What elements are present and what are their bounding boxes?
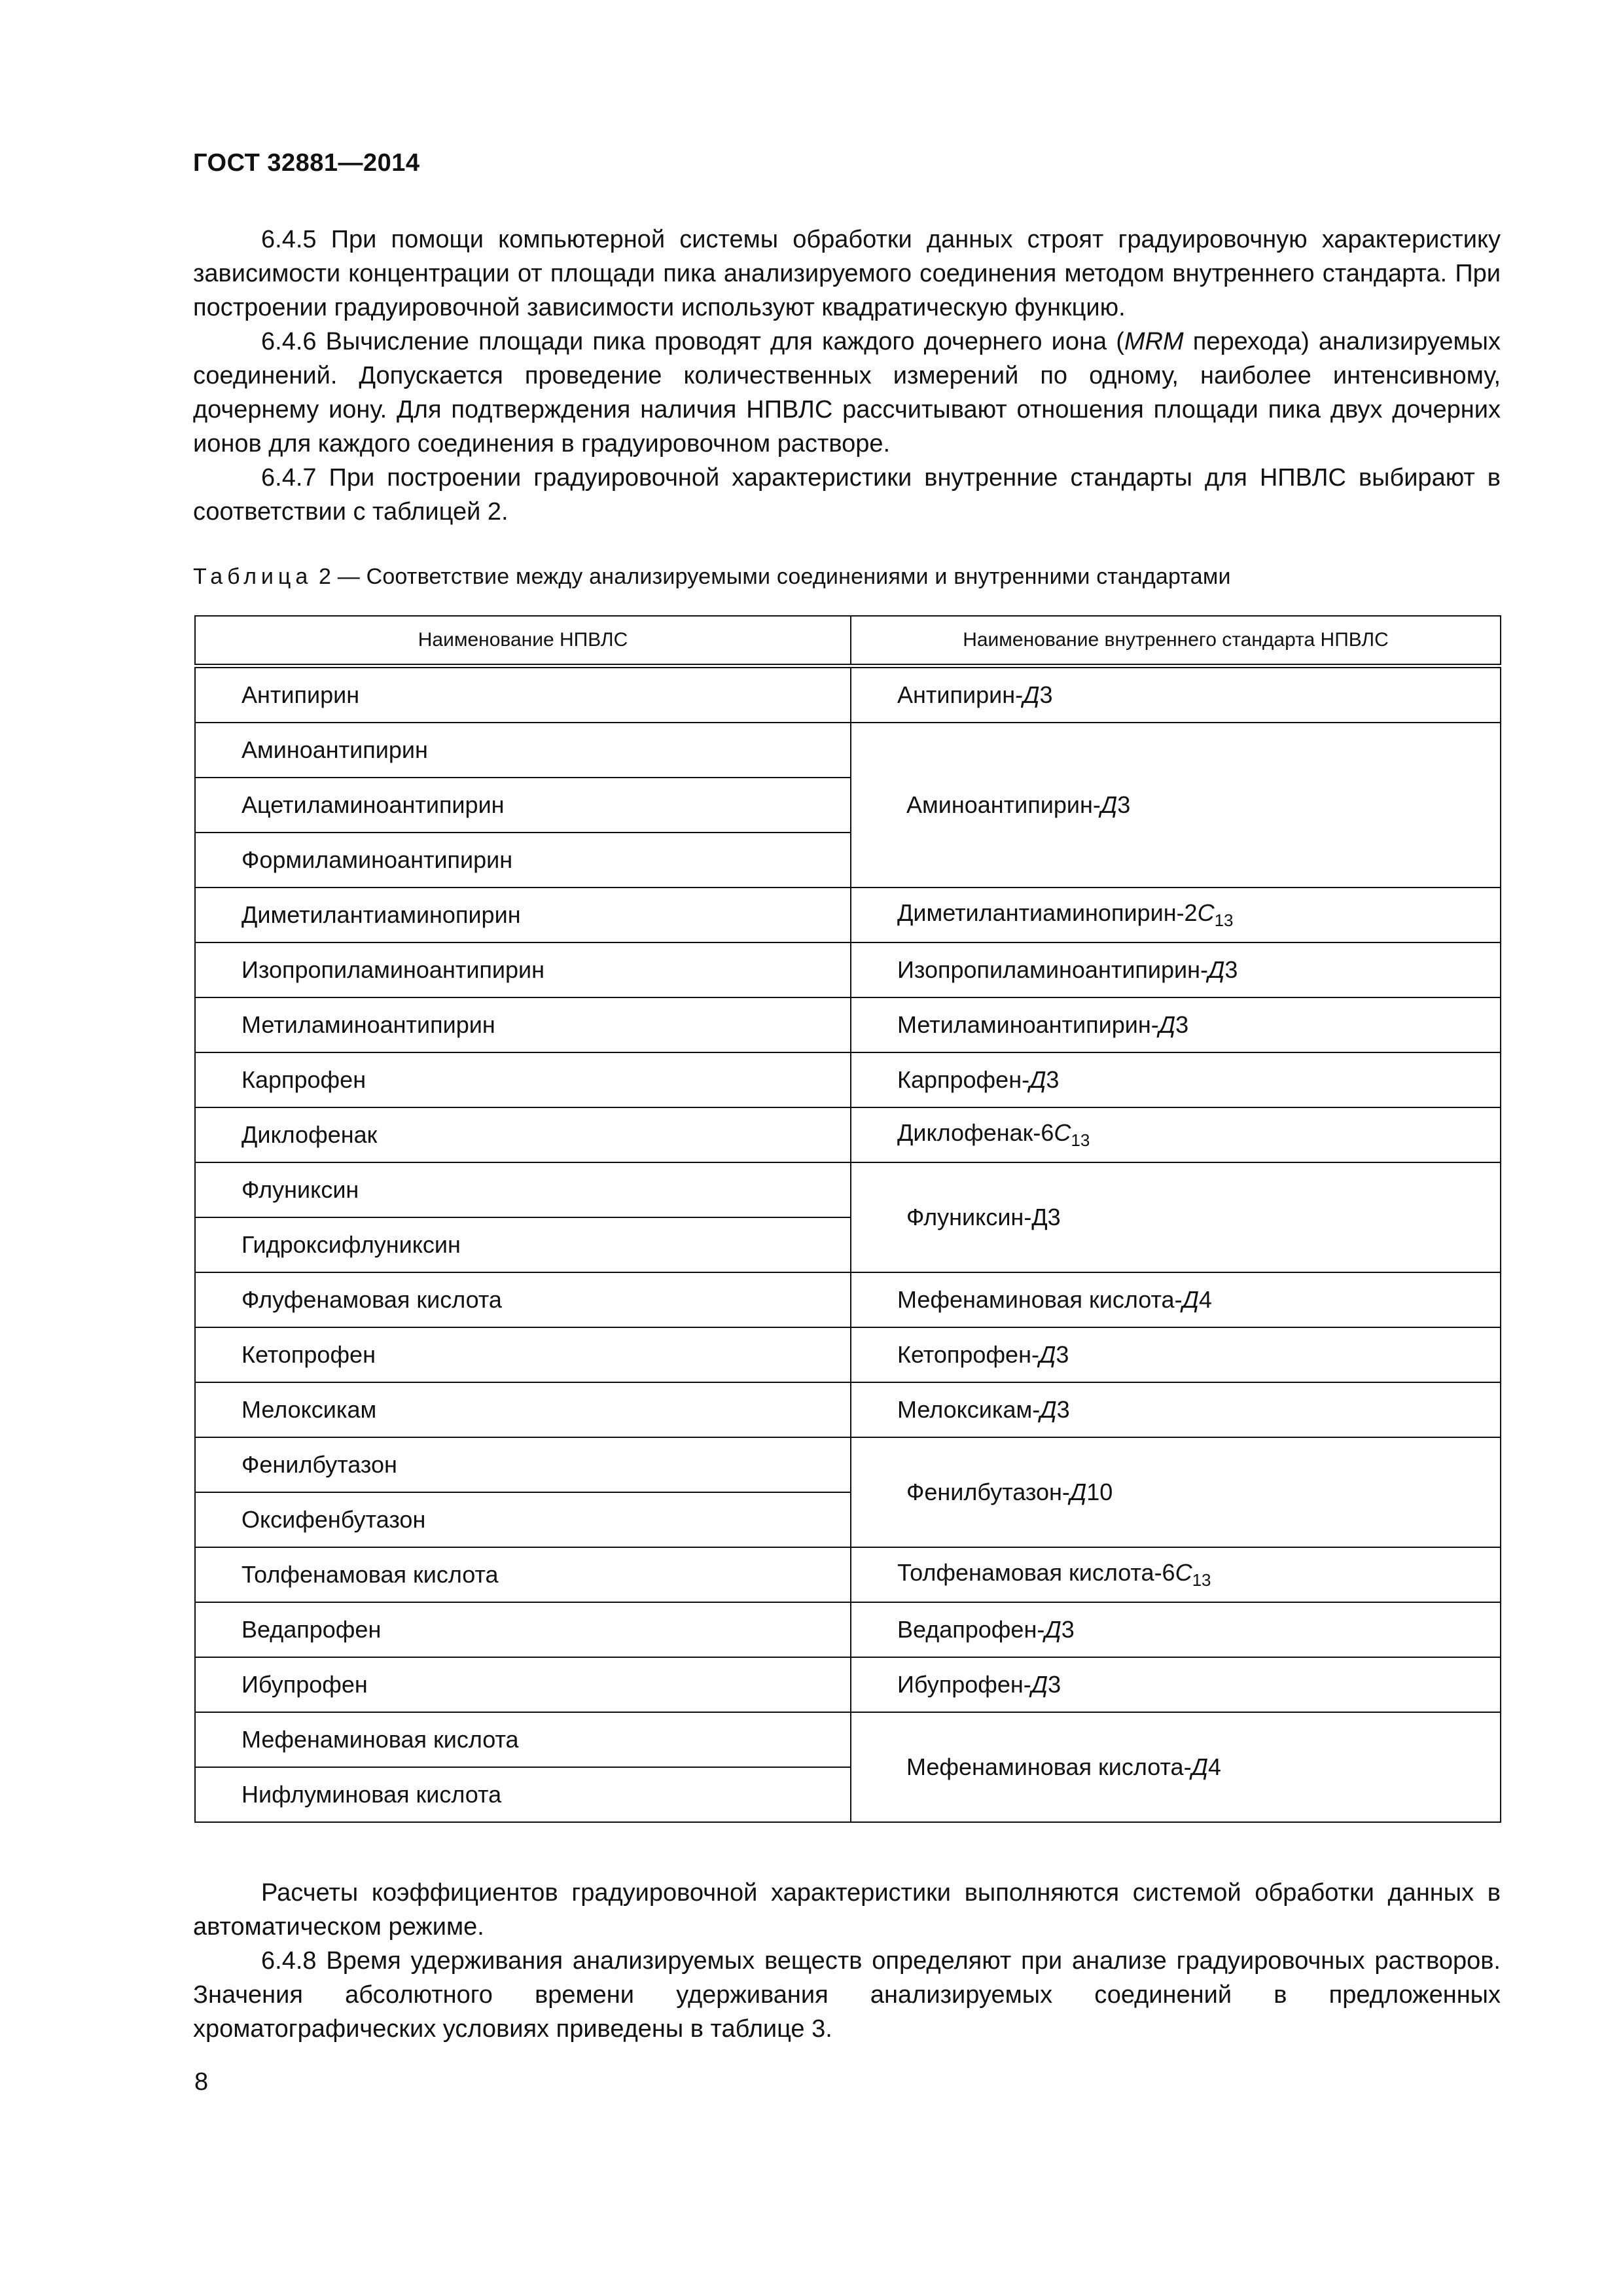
document-header: ГОСТ 32881—2014 (193, 149, 420, 177)
cell-nsaid-name: Нифлуминовая кислота (195, 1767, 851, 1822)
standard-label-suffix: 3 (1056, 1396, 1070, 1423)
paragraph-calc-note: Расчеты коэффициентов градуировочной характеристики выполняются системой обработки данных в автоматическом режиме. (193, 1879, 1501, 1941)
cell-nsaid-name: Изопропиламиноантипирин (195, 942, 851, 997)
standard-name-base: Флуниксин-Д3 (906, 1204, 1061, 1230)
cell-internal-standard (851, 723, 1501, 888)
standard-label-italic: Д (1158, 1011, 1176, 1038)
paragraph-6-4-8: 6.4.8 Время удерживания анализируемых веществ определяют при анализе градуировочных растворов. Значения абсолютного времени удерживания анализируемых соединений в предложенных хроматографических условиях приведены в таблице 3. (193, 1947, 1501, 2043)
standard-label-italic: Д (1100, 791, 1118, 818)
standard-label-suffix: 3 (1048, 1671, 1061, 1698)
table-row (195, 1107, 1501, 1162)
cell-nsaid-name: Фенилбутазон (195, 1437, 851, 1492)
standard-label-italic: Д (1023, 681, 1040, 708)
cell-internal-standard (851, 1602, 1501, 1657)
standard-name-base: Мефенаминовая кислота- (906, 1753, 1192, 1780)
standard-label-suffix: 3 (1224, 956, 1238, 983)
cell-nsaid-name: Диклофенак (195, 1107, 851, 1162)
standard-name-base: Толфенамовая кислота-6 (897, 1559, 1175, 1586)
isotope-subscript: 13 (1192, 1570, 1211, 1590)
standard-label-suffix: 3 (1039, 681, 1053, 708)
isotope-subscript: 13 (1214, 910, 1234, 930)
standard-name-base: Фенилбутазон- (906, 1479, 1070, 1505)
standard-name-base: Метиламиноантипирин- (897, 1011, 1159, 1038)
table-row (195, 1327, 1501, 1382)
cell-nsaid-name: Антипирин (195, 666, 851, 723)
cell-internal-standard (851, 1327, 1501, 1382)
table-row (195, 1272, 1501, 1327)
standards-table (194, 615, 1501, 1823)
standard-name-base: Аминоантипирин- (906, 791, 1101, 818)
standard-label-italic: Д (1039, 1341, 1056, 1368)
cell-nsaid-name: Мелоксикам (195, 1382, 851, 1437)
standard-name-base: Диметилантиаминопирин-2 (897, 899, 1198, 926)
standard-label-suffix: 4 (1207, 1753, 1221, 1780)
table-row (195, 942, 1501, 997)
standard-label-italic: C (1197, 899, 1215, 926)
cell-nsaid-name: Ибупрофен (195, 1657, 851, 1712)
cell-internal-standard (851, 1382, 1501, 1437)
standard-label-suffix: 3 (1061, 1616, 1075, 1643)
paragraph-6-4-6-part1: 6.4.6 Вычисление площади пика проводят для каждого дочернего иона ( (261, 328, 1124, 355)
cell-internal-standard (851, 1547, 1501, 1602)
table-row (195, 1657, 1501, 1712)
col-header-nsaid: Наименование НПВЛС (195, 616, 851, 666)
standard-name-base: Мефенаминовая кислота- (897, 1286, 1183, 1313)
cell-internal-standard (851, 1437, 1501, 1547)
cell-nsaid-name: Ацетиламиноантипирин (195, 778, 851, 833)
table-row (195, 1052, 1501, 1107)
cell-internal-standard (851, 666, 1501, 723)
table-row (195, 997, 1501, 1052)
standard-label-italic: Д (1208, 956, 1225, 983)
table-row (195, 723, 1501, 778)
standard-label-italic: C (1054, 1119, 1071, 1146)
table-row (195, 1712, 1501, 1767)
standard-name-base: Ведапрофен- (897, 1616, 1045, 1643)
standard-label-italic: Д (1191, 1753, 1208, 1780)
table-row (195, 1547, 1501, 1602)
table-row (195, 666, 1501, 723)
standard-name-base: Кетопрофен- (897, 1341, 1039, 1368)
table-caption (193, 564, 1231, 590)
table-row (195, 1382, 1501, 1437)
table-row (195, 1162, 1501, 1217)
cell-nsaid-name: Оксифенбутазон (195, 1492, 851, 1547)
table-row (195, 888, 1501, 942)
table-caption-text: — Соответствие между анализируемыми соединениями и внутренними стандартами (331, 564, 1231, 589)
standard-label-suffix: 3 (1175, 1011, 1189, 1038)
table-header-row (195, 616, 1501, 666)
cell-nsaid-name: Метиламиноантипирин (195, 997, 851, 1052)
cell-internal-standard (851, 1107, 1501, 1162)
standard-name-base: Изопропиламиноантипирин- (897, 956, 1209, 983)
paragraph-6-4-6 (193, 325, 1501, 461)
standard-name-base: Карпрофен- (897, 1066, 1030, 1093)
standard-label-italic: Д (1182, 1286, 1199, 1313)
cell-nsaid-name: Гидроксифлуниксин (195, 1217, 851, 1272)
cell-nsaid-name: Кетопрофен (195, 1327, 851, 1382)
standard-label-suffix: 4 (1198, 1286, 1212, 1313)
cell-internal-standard (851, 888, 1501, 942)
cell-nsaid-name: Флуфенамовая кислота (195, 1272, 851, 1327)
cell-internal-standard (851, 1657, 1501, 1712)
standard-label-suffix: 3 (1046, 1066, 1060, 1093)
table-row (195, 1437, 1501, 1492)
cell-nsaid-name: Флуниксин (195, 1162, 851, 1217)
cell-internal-standard (851, 942, 1501, 997)
standard-label-italic: Д (1029, 1066, 1046, 1093)
standard-label-italic: Д (1069, 1479, 1087, 1505)
cell-nsaid-name: Аминоантипирин (195, 723, 851, 778)
standard-name-base: Мелоксикам- (897, 1396, 1041, 1423)
cell-nsaid-name: Карпрофен (195, 1052, 851, 1107)
standard-label-italic: C (1175, 1559, 1192, 1586)
page-number: 8 (194, 2068, 209, 2096)
table-caption-label: Таблица (193, 564, 313, 589)
cell-internal-standard (851, 1162, 1501, 1272)
cell-internal-standard (851, 1052, 1501, 1107)
text-block-bottom (193, 1876, 1501, 2046)
paragraph-6-4-6-part2: перехода) анализируемых соединений. Допускается проведение количественных измерений по одному, наиболее интенсивному, дочернему иону. Для подтверждения наличия НПВЛС рассчитывают отношения площади пика двух дочерних ионов для каждого соединения в градуировочном растворе. (193, 328, 1501, 457)
paragraph-6-4-7: 6.4.7 При построении градуировочной характеристики внутренние стандарты для НПВЛС выбирают в соответствии с таблицей 2. (193, 464, 1501, 526)
standard-name-base: Ибупрофен- (897, 1671, 1031, 1698)
cell-nsaid-name: Диметилантиаминопирин (195, 888, 851, 942)
standard-label-italic: Д (1040, 1396, 1057, 1423)
isotope-subscript: 13 (1071, 1130, 1090, 1150)
standard-label-italic: Д (1044, 1616, 1061, 1643)
cell-nsaid-name: Мефенаминовая кислота (195, 1712, 851, 1767)
cell-internal-standard (851, 1712, 1501, 1822)
table-caption-number: 2 (318, 564, 332, 589)
cell-internal-standard (851, 997, 1501, 1052)
cell-nsaid-name: Толфенамовая кислота (195, 1547, 851, 1602)
text-block-top (193, 223, 1501, 529)
table-body (195, 666, 1501, 1823)
cell-nsaid-name: Формиламиноантипирин (195, 833, 851, 888)
table-row (195, 1602, 1501, 1657)
cell-nsaid-name: Ведапрофен (195, 1602, 851, 1657)
col-header-internal-standard: Наименование внутреннего стандарта НПВЛС (851, 616, 1501, 666)
standard-label-suffix: 3 (1117, 791, 1131, 818)
paragraph-6-4-5: 6.4.5 При помощи компьютерной системы обработки данных строят градуировочную характеристику зависимости концентрации от площади пика анализируемого соединения методом внутреннего стандарта. При построении градуировочной зависимости используют квадратическую функцию. (193, 226, 1501, 321)
standard-label-italic: Д (1031, 1671, 1048, 1698)
standard-label-suffix: 10 (1086, 1479, 1113, 1505)
mrm-term: MRM (1124, 328, 1184, 355)
cell-internal-standard (851, 1272, 1501, 1327)
standard-name-base: Антипирин- (897, 681, 1024, 708)
standard-name-base: Диклофенак-6 (897, 1119, 1054, 1146)
standard-label-suffix: 3 (1056, 1341, 1069, 1368)
